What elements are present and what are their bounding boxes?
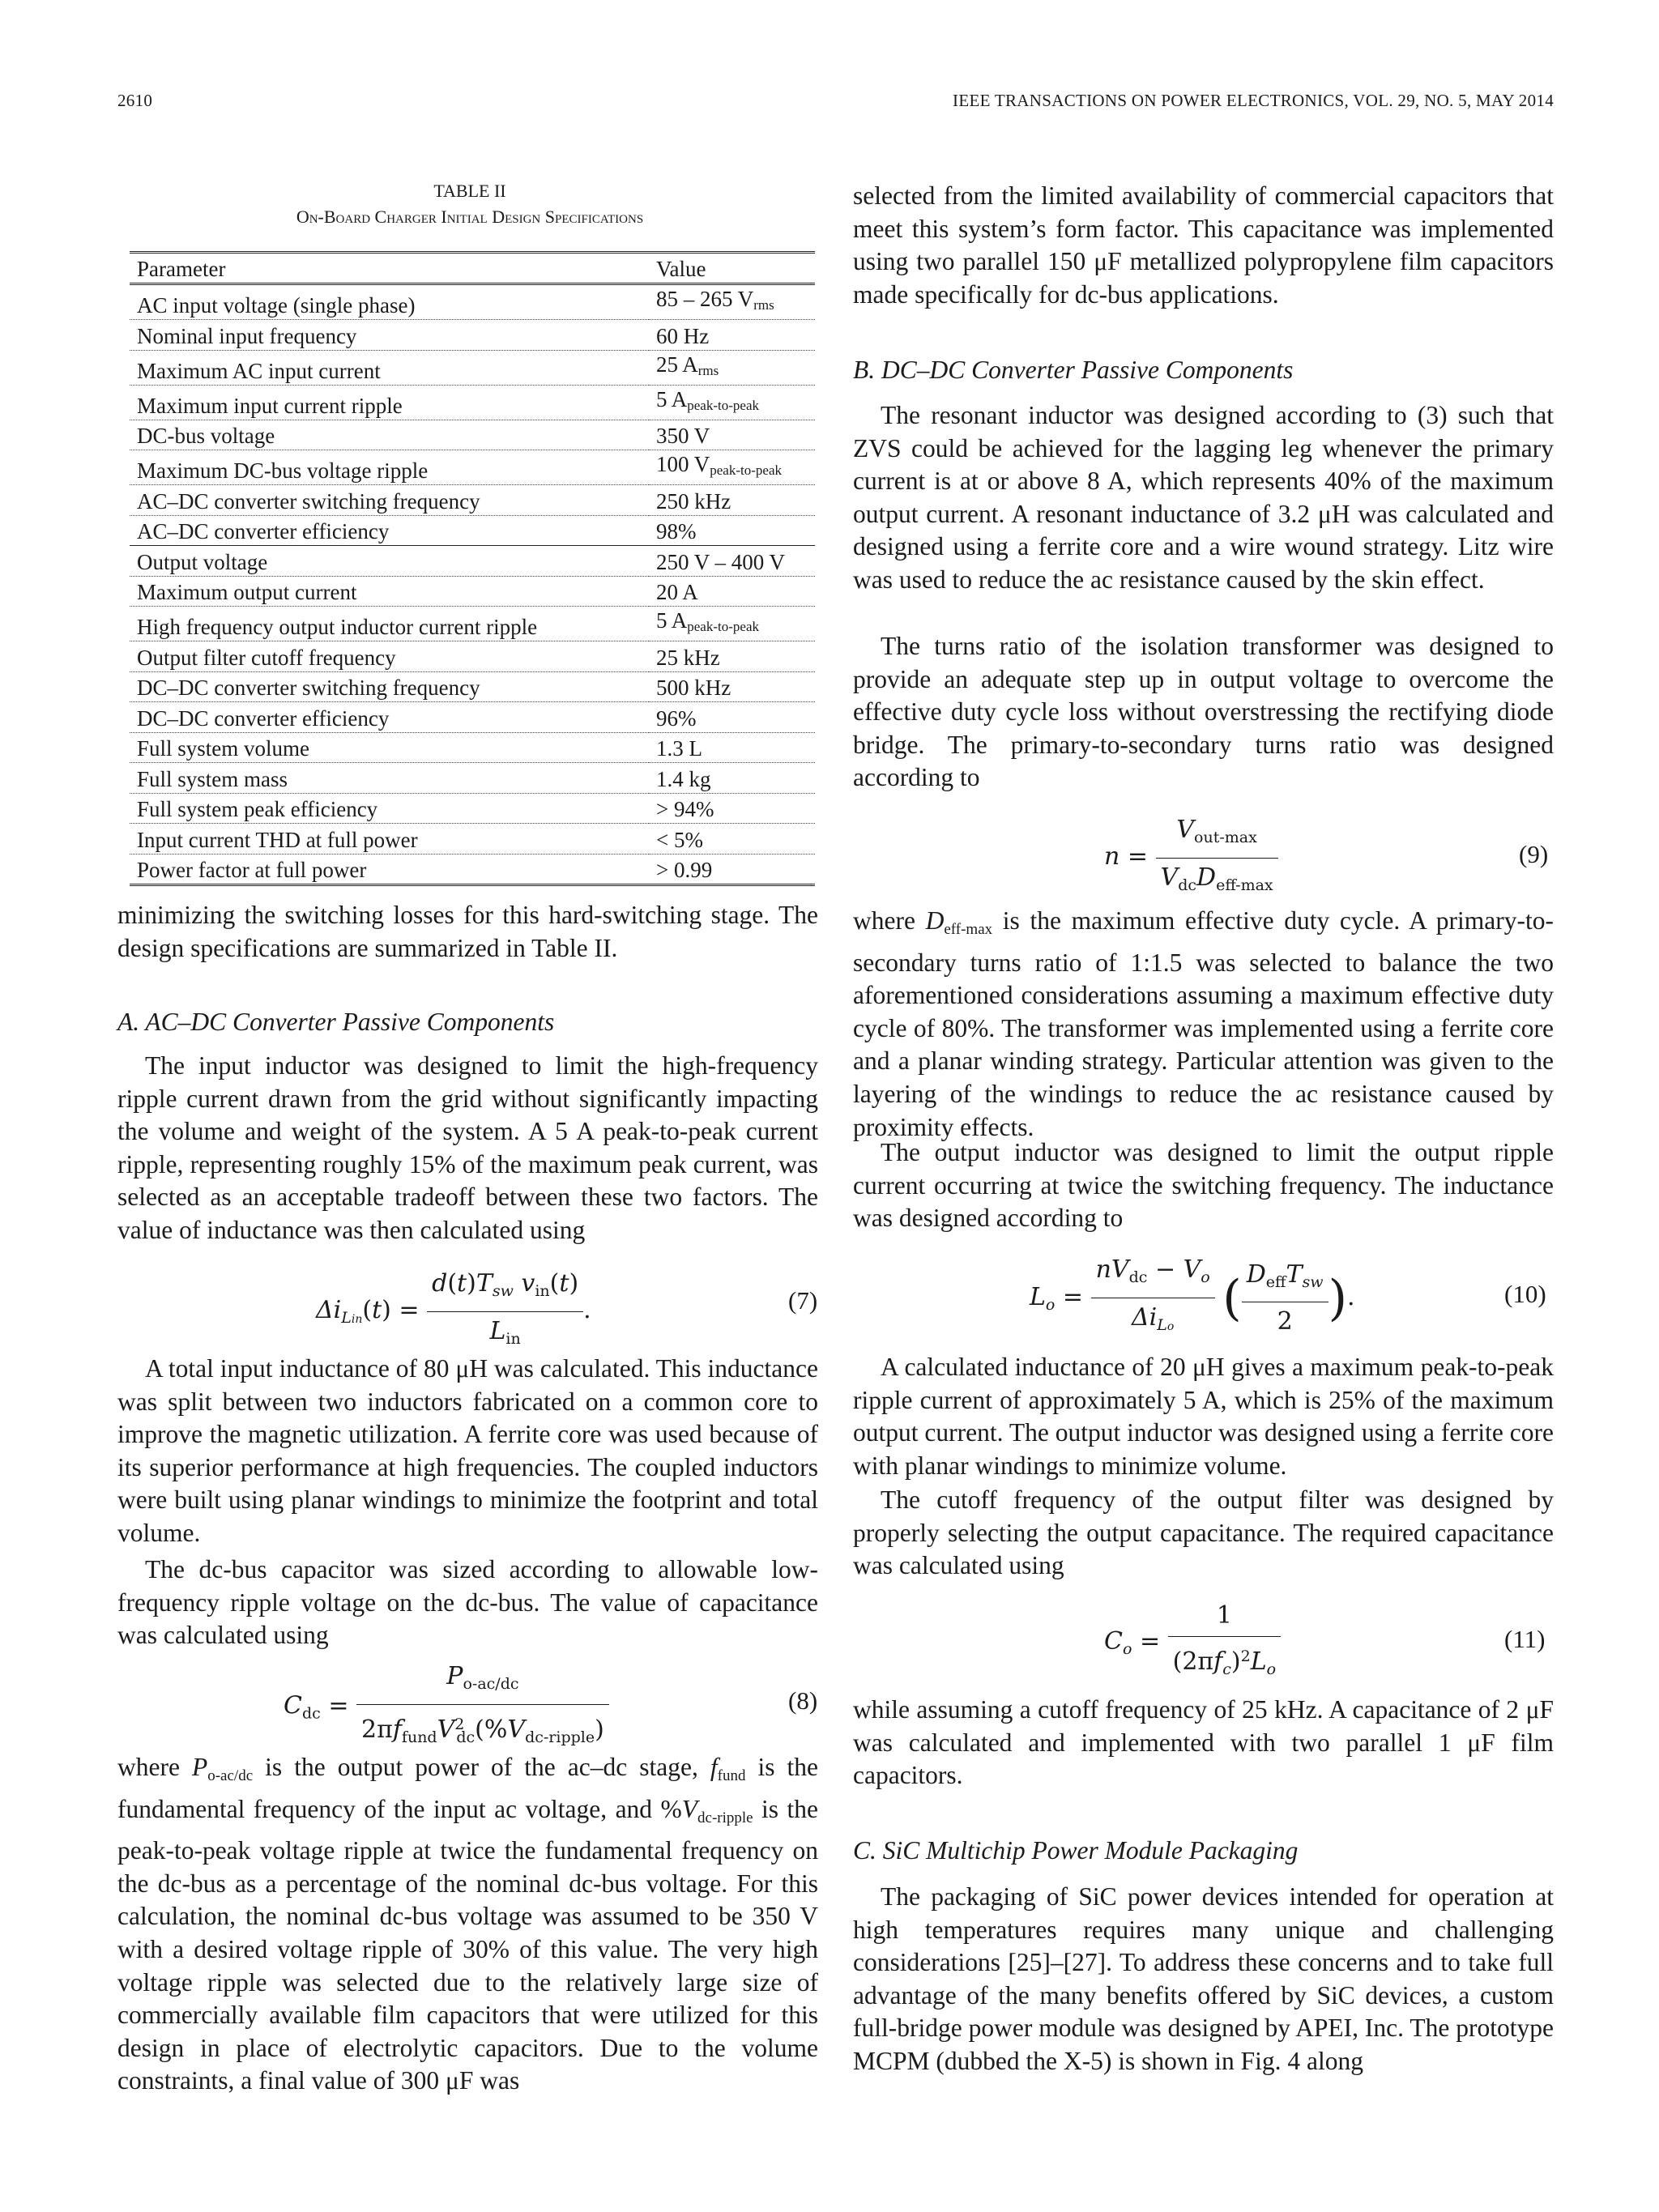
paragraph-b3: where $D_{eff-max}$ is the maximum effective duty cycle. A primary-to-secondary turns ratio of 1:1.5 was selected to balance the two aforementioned considerations assuming a maximum effective duty cycle of 80%. The transformer was implemented using a ferrite core and a planar winding strategy. Particular attention was given to the layering of the windings to reduce the ac resistance caused by proximity effects.: [853, 906, 1555, 1141]
paragraph-b4: The output inductor was designed to limit the output ripple current occurring at twice the switching frequency. The inductance was designed according to: [853, 1138, 1554, 1233]
table-header-row: [130, 253, 815, 284]
equation-9-number: (9): [1519, 840, 1549, 868]
paragraph-a1: The input inductor was designed to limit the high-frequency ripple current drawn from the grid without significantly impacting the volume and weight of the system. A 5 A peak-to-peak current ripple, representing roughly 15% of the maximum peak current, was selected as an acceptable tradeoff between these two factors. The value of inductance was then calculated using: [117, 1051, 818, 1244]
paragraph-b6: The cutoff frequency of the output filter was designed by properly selecting the output capacitance. The required capacitance was calculated using: [853, 1485, 1554, 1580]
cell-parameter: Output voltage: [130, 546, 649, 577]
cell-value: 250 kHz: [649, 485, 815, 516]
cell-value: < 5%: [649, 824, 815, 855]
cell-value: > 94%: [649, 793, 815, 824]
cell-parameter: AC–DC converter efficiency: [130, 515, 649, 546]
cell-value: 85 – 265 $V_{rms}$: [649, 284, 815, 320]
cell-parameter: DC-bus voltage: [130, 420, 649, 450]
table-row: [130, 793, 815, 824]
table-row: [130, 671, 815, 702]
table-row: [130, 450, 815, 485]
paragraph-b7: while assuming a cutoff frequency of 25 kHz. A capacitance of 2 μF was calculated and implemented with two parallel 1 μF film capacitors.: [853, 1695, 1554, 1790]
cell-parameter: AC–DC converter switching frequency: [130, 485, 649, 516]
equation-8-number: (8): [788, 1686, 818, 1715]
cell-parameter: Full system peak efficiency: [130, 793, 649, 824]
paragraph-c1: The packaging of SiC power devices intended for operation at high temperatures requires many unique and challenging considerations [25]–[27]. To address these concerns and to take full advantage of the many benefits offered by SiC devices, a custom full-bridge power module was designed by APEI, Inc. The prototype MCPM (dubbed the X-5) is shown in Fig. 4 along: [853, 1882, 1554, 2075]
paragraph-a2: A total input inductance of 80 μH was calculated. This inductance was split between two inductors fabricated on a common core to improve the magnetic utilization. A ferrite core was used because of its superior performance at high frequencies. The coupled inductors were built using planar windings to minimize the footprint and total volume.: [117, 1354, 818, 1547]
equation-7: $\Delta i_{Lin}(t)$ = $\frac{d(t)T_{sw} v_{in}(t)}{L_{in}}$ .: [316, 1269, 591, 1348]
cell-parameter: Maximum DC-bus voltage ripple: [130, 450, 649, 485]
table-row: [130, 763, 815, 794]
cell-parameter: Output filter cutoff frequency: [130, 641, 649, 672]
table-row: [130, 485, 815, 516]
cell-value: 100 $V_{peak-to-peak}$: [649, 450, 815, 485]
cell-parameter: Maximum input current ripple: [130, 385, 649, 420]
symbol-v-dc-ripple: $\%V_{dc-ripple}$: [660, 1794, 753, 1826]
cell-value-unit-subscript: peak-to-peak: [687, 397, 759, 413]
cell-value: 25 $A_{rms}$: [649, 350, 815, 385]
table-label: TABLE II: [433, 181, 506, 201]
equation-7-number: (7): [788, 1286, 818, 1315]
table-caption: [122, 178, 818, 230]
paragraph-intro: minimizing the switching losses for this hard-switching stage. The design specifications are summarized in Table II.: [117, 901, 818, 962]
cell-parameter: Power factor at full power: [130, 854, 649, 885]
table-row: [130, 732, 815, 763]
section-heading-b: B. DC–DC Converter Passive Components: [853, 356, 1294, 384]
design-spec-table: [130, 251, 815, 886]
cell-parameter: DC–DC converter switching frequency: [130, 671, 649, 702]
cell-parameter: Full system mass: [130, 763, 649, 794]
symbol-f-fund: $f_{fund}$: [710, 1753, 746, 1784]
cell-value: 1.3 L: [649, 732, 815, 763]
cell-value: 350 V: [649, 420, 815, 450]
equation-9: n = $\frac{V_{out-max}}{V_{dc}D_{eff-max}}$: [1104, 814, 1278, 901]
equation-10: $L_o$ = $\frac{nV_{dc} - V_o}{\Delta i_{Lo}}$ ( $\frac{D_{eff}T_{sw}}{2}$ ).: [1030, 1255, 1355, 1336]
cell-value-unit-subscript: peak-to-peak: [687, 619, 759, 634]
section-heading-c: C. SiC Multichip Power Module Packaging: [853, 1836, 1299, 1865]
journal-header: IEEE TRANSACTIONS ON POWER ELECTRONICS, VOL. 29, NO. 5, MAY 2014: [953, 91, 1554, 110]
table-row: [130, 607, 815, 641]
table-row: [130, 641, 815, 672]
cell-value: 500 kHz: [649, 671, 815, 702]
equation-10-number: (10): [1504, 1280, 1546, 1308]
table-row: [130, 576, 815, 607]
cell-value: 5 $A_{peak-to-peak}$: [649, 385, 815, 420]
paragraph-b5: A calculated inductance of 20 μH gives a maximum peak-to-peak ripple current of approximately 5 A, which is 25% of the maximum output current. The output inductor was designed using a ferrite core with planar windings to minimize volume.: [853, 1353, 1554, 1480]
cell-parameter: High frequency output inductor current ripple: [130, 607, 649, 641]
equation-11-number: (11): [1504, 1625, 1546, 1653]
table-body: [130, 284, 815, 885]
cell-parameter: AC input voltage (single phase): [130, 284, 649, 320]
cell-value: 96%: [649, 702, 815, 733]
table-row: [130, 385, 815, 420]
table-row: [130, 702, 815, 733]
cell-value: 250 V – 400 V: [649, 546, 815, 577]
cell-value-unit-subscript: peak-to-peak: [710, 462, 782, 478]
cell-parameter: Full system volume: [130, 732, 649, 763]
cell-value-unit-subscript: rms: [697, 362, 719, 378]
table-title: On-Board Charger Initial Design Specifications: [296, 207, 644, 227]
table-row: [130, 515, 815, 546]
paragraph-b1: The resonant inductor was designed according to (3) such that ZVS could be achieved for the lagging leg whenever the primary current is at or above 8 A, which represents 40% of the maximum output current. A resonant inductance of 3.2 μH was calculated and designed using a ferrite core and a wire wound strategy. Litz wire was used to reduce the ac resistance caused by the skin effect.: [853, 401, 1554, 594]
page-number: 2610: [117, 91, 153, 110]
equation-11: $C_o$ = $\frac{1}{(2\pi f_c)^2L_o}$: [1104, 1600, 1281, 1686]
table-row: [130, 284, 815, 320]
symbol-p-oacdc: $P_{o-ac/dc}$: [191, 1753, 254, 1784]
cell-value: 5 $A_{peak-to-peak}$: [649, 607, 815, 641]
paragraph-a4: where $P_{o-ac/dc}$ is the output power of the ac–dc stage, $f_{fund}$ is the fundamental frequency of the input ac voltage, and $\%V_{dc-ripple}$ is the peak-to-peak voltage ripple at twice the fundamental frequency on the dc-bus as a percentage of the nominal dc-bus voltage. For this calculation, the nominal dc-bus voltage was assumed to be 350 V with a desired voltage ripple of 30% of this value. The very high voltage ripple was selected due to the relatively large size of commercially available film capacitors that were utilized for this design in place of electrolytic capacitors. Due to the volume constraints, a final value of 300 μF was: [117, 1753, 818, 2095]
cell-parameter: Input current THD at full power: [130, 824, 649, 855]
cell-parameter: Nominal input frequency: [130, 320, 649, 351]
cell-value: 98%: [649, 515, 815, 546]
cell-parameter: Maximum AC input current: [130, 350, 649, 385]
table-row: [130, 320, 815, 351]
table-row: [130, 546, 815, 577]
column-header-parameter: Parameter: [130, 253, 649, 284]
cell-parameter: DC–DC converter efficiency: [130, 702, 649, 733]
paragraph-a3: The dc-bus capacitor was sized according to allowable low-frequency ripple voltage on the dc-bus. The value of capacitance was calculated using: [117, 1555, 818, 1650]
cell-value: 1.4 kg: [649, 763, 815, 794]
cell-value: 60 Hz: [649, 320, 815, 351]
table-row: [130, 824, 815, 855]
table-row: [130, 854, 815, 885]
symbol-d-eff-max: $D_{eff-max}$: [925, 906, 993, 938]
cell-parameter: Maximum output current: [130, 576, 649, 607]
table-row: [130, 350, 815, 385]
equation-8: $C_{dc}$ = $\frac{P_{o-ac/dc}}{2\pi f_{fund}V^2_{dc}(\%V_{dc-ripple})}$: [284, 1660, 609, 1754]
section-heading-a: A. AC–DC Converter Passive Components: [117, 1008, 555, 1036]
paragraph-b2: The turns ratio of the isolation transformer was designed to provide an adequate step up in output voltage to overcome the effective duty cycle loss without overstressing the rectifying diode bridge. The primary-to-secondary turns ratio was designed according to: [853, 632, 1554, 792]
paragraph-r1: selected from the limited availability of commercial capacitors that meet this system’s form factor. This capacitance was implemented using two parallel 150 μF metallized polypropylene film capacitors made specifically for dc-bus applications.: [853, 181, 1554, 309]
cell-value: > 0.99: [649, 854, 815, 885]
column-header-value: Value: [649, 253, 815, 284]
cell-value: 25 kHz: [649, 641, 815, 672]
table-row: [130, 420, 815, 450]
cell-value: 20 A: [649, 576, 815, 607]
cell-value-unit-subscript: rms: [753, 297, 774, 313]
